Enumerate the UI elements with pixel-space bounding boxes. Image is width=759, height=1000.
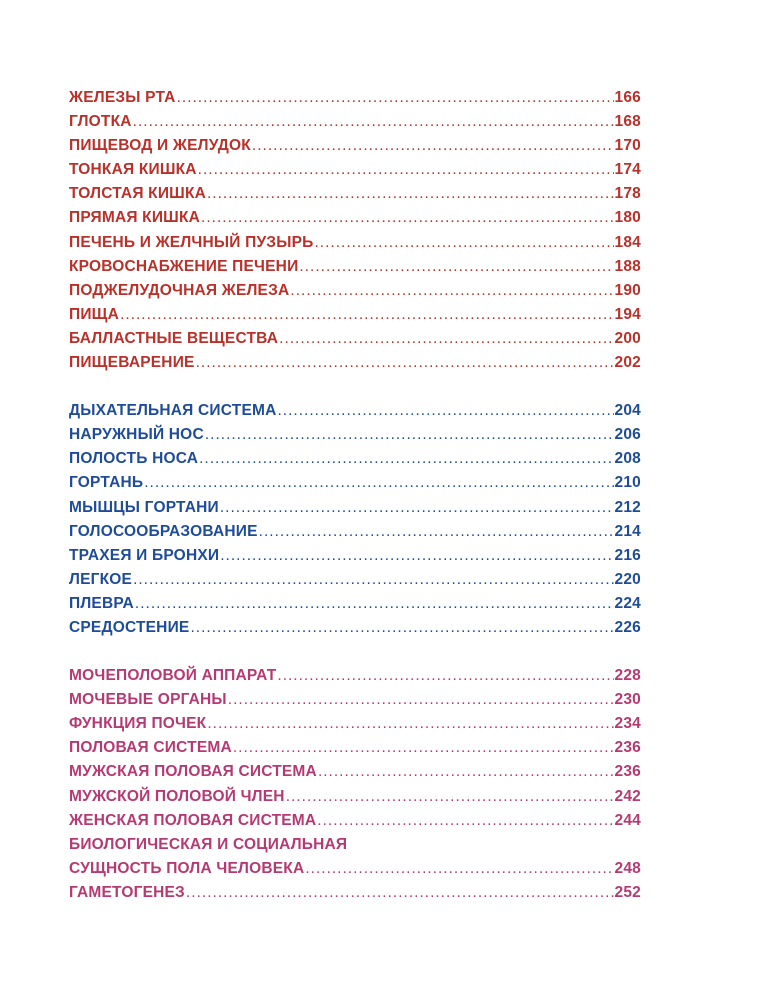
toc-entry[interactable] [69,499,641,523]
toc-entry[interactable] [69,788,641,812]
toc-entry-title: ПИЩА [69,305,120,323]
toc-entry-page: 212 [614,498,641,516]
toc-entry[interactable] [69,258,641,282]
toc-entry-page: 214 [614,522,641,540]
dot-leader [198,161,614,179]
dot-leader [318,763,614,781]
toc-entry-page: 220 [614,570,641,588]
toc-entry[interactable] [69,595,641,619]
dot-leader [201,209,614,227]
dot-leader [144,474,613,492]
toc-entry-title: ЖЕЛЕЗЫ РТА [69,89,176,106]
toc-entry-page: 194 [614,305,641,323]
toc-entry-title: ЛЕГКОЕ [69,570,133,588]
toc-entry-page: 236 [614,739,641,757]
dot-leader [299,258,613,276]
dot-leader [278,402,614,420]
toc-entry[interactable] [69,715,641,739]
toc-entry-title: НАРУЖНЫЙ НОС [69,426,204,444]
toc-entry-title: ПИЩЕВАРЕНИЕ [69,354,195,372]
toc-entry[interactable] [69,474,641,498]
toc-entry-page: 180 [614,209,641,227]
toc-entry[interactable] [69,137,641,161]
dot-leader [314,234,613,252]
toc-entry[interactable] [69,234,641,258]
toc-entry[interactable] [69,836,641,860]
toc-entry-title: МЫШЦЫ ГОРТАНИ [69,498,219,516]
toc-entry-page: 252 [614,883,641,901]
toc-entry-page: 166 [614,89,641,106]
toc-entry-title: ПОЛОСТЬ НОСА [69,450,199,468]
toc-entry[interactable] [69,667,641,691]
toc-entry[interactable] [69,185,641,209]
toc-entry-title: ГЛОТКА [69,113,132,131]
toc-entry-page: 230 [614,691,641,709]
toc-entry-title: СРЕДОСТЕНИЕ [69,618,190,636]
toc-entry-page: 188 [614,257,641,275]
dot-leader [317,812,613,830]
toc-entry-page: 226 [614,618,641,636]
toc-entry-title: ДЫХАТЕЛЬНАЯ СИСТЕМА [69,402,277,420]
toc-entry-page: 236 [614,763,641,781]
toc-entry-page: 234 [614,715,641,733]
toc-entry-title: ТРАХЕЯ И БРОНХИ [69,546,220,564]
section-digestive [69,89,641,378]
toc-entry[interactable] [69,209,641,233]
toc-entry[interactable] [69,402,641,426]
toc-entry-title: МОЧЕВЫЕ ОРГАНЫ [69,691,227,709]
toc-entry-page: 184 [614,233,641,251]
toc-entry-title: ГОРТАНЬ [69,474,144,492]
toc-entry-title: ФУНКЦИЯ ПОЧЕК [69,715,207,733]
toc-entry[interactable] [69,739,641,763]
toc-entry-title: ПЛЕВРА [69,594,134,612]
toc-entry-page: 242 [614,787,641,805]
toc-entry-title: МУЖСКАЯ ПОЛОВАЯ СИСТЕМА [69,763,317,781]
dot-leader [279,330,613,348]
toc-entry[interactable] [69,161,641,185]
dot-leader [120,306,613,324]
dot-leader [207,715,613,733]
dot-leader [233,739,614,757]
toc-entry[interactable] [69,354,641,378]
toc-entry-title: ПРЯМАЯ КИШКА [69,209,201,227]
dot-leader [133,571,613,589]
toc-entry-page: 216 [614,546,641,564]
toc-entry-title: ТОНКАЯ КИШКА [69,161,197,179]
toc-entry-page: 200 [614,329,641,347]
dot-leader [190,619,613,637]
toc-entry[interactable] [69,330,641,354]
toc-entry-page: 210 [614,474,641,492]
dot-leader [252,137,614,155]
dot-leader [220,499,614,517]
toc-entry-page: 224 [614,594,641,612]
toc-entry[interactable] [69,450,641,474]
toc-entry-title: БАЛЛАСТНЫЕ ВЕЩЕСТВА [69,329,279,347]
toc-entry[interactable] [69,571,641,595]
toc-entry-page: 228 [614,667,641,685]
dot-leader [186,884,614,902]
toc-entry-title: ГОЛОСООБРАЗОВАНИЕ [69,522,258,540]
toc-entry-page: 248 [614,859,641,877]
toc-entry[interactable] [69,884,641,908]
toc-entry[interactable] [69,691,641,715]
toc-entry-page: 206 [614,426,641,444]
dot-leader [196,354,614,372]
toc-entry[interactable] [69,812,641,836]
toc-entry-title: ГАМЕТОГЕНЕЗ [69,883,185,901]
dot-leader [228,691,614,709]
dot-leader [286,788,614,806]
toc-entry[interactable] [69,426,641,450]
toc-entry-page: 202 [614,354,641,372]
toc-entry[interactable] [69,547,641,571]
toc-entry-title: ЖЕНСКАЯ ПОЛОВАЯ СИСТЕМА [69,811,317,829]
dot-leader [290,282,613,300]
toc-entry[interactable] [69,763,641,787]
toc-entry[interactable] [69,523,641,547]
toc-entry-page: 170 [614,137,641,155]
section-urogenital [69,667,641,908]
toc-entry-title: ПОЛОВАЯ СИСТЕМА [69,739,232,757]
dot-leader [177,89,614,107]
toc-entry[interactable] [69,113,641,137]
toc-entry-title: ТОЛСТАЯ КИШКА [69,185,206,203]
toc-entry[interactable] [69,306,641,330]
toc-entry-page: 178 [614,185,641,203]
toc-entry-title: МУЖСКОЙ ПОЛОВОЙ ЧЛЕН [69,787,285,805]
toc-entry-title: СУЩНОСТЬ ПОЛА ЧЕЛОВЕКА [69,859,305,877]
toc-entry-page: 190 [614,281,641,299]
dot-leader [199,450,613,468]
toc-entry-page: 168 [614,113,641,131]
toc-entry[interactable] [69,89,641,113]
table-of-contents [69,89,641,908]
dot-leader [205,426,614,444]
toc-entry-title: КРОВОСНАБЖЕНИЕ ПЕЧЕНИ [69,257,299,275]
toc-entry-title: ПЕЧЕНЬ И ЖЕЛЧНЫЙ ПУЗЫРЬ [69,233,314,251]
dot-leader [259,523,614,541]
dot-leader [135,595,614,613]
dot-leader [305,860,613,878]
toc-entry-title: ПОДЖЕЛУДОЧНАЯ ЖЕЛЕЗА [69,281,290,299]
toc-entry-page: 244 [614,811,641,829]
toc-entry-title: МОЧЕПОЛОВОЙ АППАРАТ [69,667,277,685]
dot-leader [207,185,614,203]
dot-leader [133,113,614,131]
dot-leader [277,667,613,685]
toc-entry-page: 204 [614,402,641,420]
toc-entry[interactable] [69,860,641,884]
toc-entry-page: 174 [614,161,641,179]
toc-entry[interactable] [69,282,641,306]
section-respiratory [69,402,641,643]
dot-leader [220,547,613,565]
toc-entry[interactable] [69,619,641,643]
toc-entry-page: 208 [614,450,641,468]
toc-entry-title: БИОЛОГИЧЕСКАЯ И СОЦИАЛЬНАЯ [69,835,348,853]
toc-entry-title: ПИЩЕВОД И ЖЕЛУДОК [69,137,251,155]
